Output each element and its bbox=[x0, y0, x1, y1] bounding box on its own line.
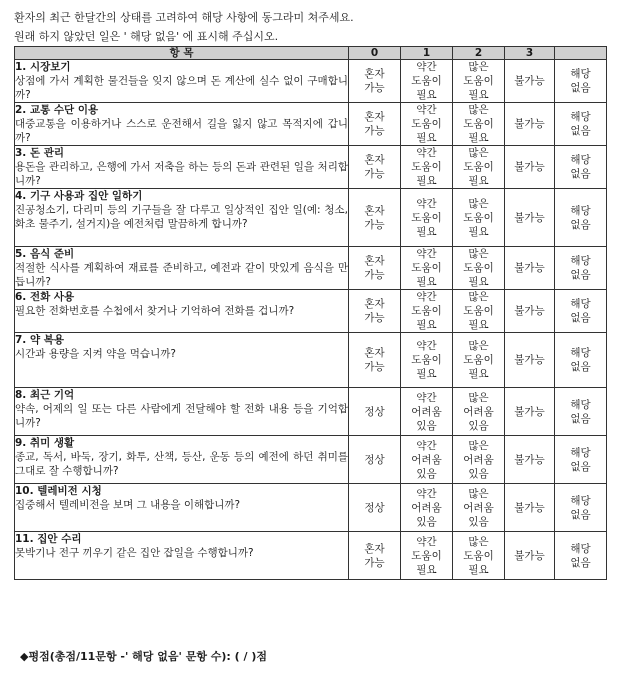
option-score-1[interactable] bbox=[401, 333, 453, 388]
option-not-applicable[interactable] bbox=[555, 103, 607, 146]
option-score-1[interactable] bbox=[401, 60, 453, 103]
item-cell bbox=[15, 333, 349, 388]
table-row bbox=[15, 247, 607, 290]
option-label: 많은 도움이 필요 bbox=[463, 340, 494, 380]
option-label: 해당 없음 bbox=[570, 446, 591, 473]
option-label: 불가능 bbox=[514, 453, 545, 466]
option-label: 불가능 bbox=[514, 75, 545, 87]
option-score-2[interactable] bbox=[453, 247, 505, 290]
option-label: 해당 없음 bbox=[570, 111, 591, 137]
option-label: 해당 없음 bbox=[570, 204, 591, 231]
option-label: 약간 도움이 필요 bbox=[411, 340, 442, 380]
option-score-0[interactable] bbox=[349, 532, 401, 580]
option-score-0[interactable] bbox=[349, 146, 401, 189]
option-label: 약간 도움이 필요 bbox=[411, 147, 442, 187]
option-label: 불가능 bbox=[514, 305, 545, 317]
item-description: 약속, 어제의 일 또는 다른 사람에게 전달해야 할 전화 내용 등을 기억합니까? bbox=[15, 403, 348, 429]
option-label: 약간 어려움 있음 bbox=[411, 487, 442, 528]
item-cell bbox=[15, 484, 349, 532]
option-label: 혼자 가능 bbox=[364, 68, 385, 94]
item-title: 4. 기구 사용과 집안 일하기 bbox=[15, 190, 143, 202]
option-score-1[interactable] bbox=[401, 103, 453, 146]
option-score-1[interactable] bbox=[401, 436, 453, 484]
table-row bbox=[15, 484, 607, 532]
option-score-2[interactable] bbox=[453, 436, 505, 484]
option-score-3[interactable] bbox=[505, 189, 555, 247]
option-score-3[interactable] bbox=[505, 290, 555, 333]
option-label: 해당 없음 bbox=[570, 347, 591, 373]
option-score-1[interactable] bbox=[401, 484, 453, 532]
table-row bbox=[15, 333, 607, 388]
option-score-3[interactable] bbox=[505, 532, 555, 580]
item-title: 7. 약 복용 bbox=[15, 334, 65, 346]
item-cell bbox=[15, 146, 349, 189]
instruction-line-2: 원래 하지 않았던 일은 ' 해당 없음' 에 표시해 주십시오. bbox=[14, 30, 279, 43]
option-not-applicable[interactable] bbox=[555, 484, 607, 532]
option-label: 혼자 가능 bbox=[364, 255, 385, 281]
option-label: 많은 도움이 필요 bbox=[463, 248, 494, 288]
assessment-table bbox=[14, 46, 607, 580]
option-score-3[interactable] bbox=[505, 60, 555, 103]
item-description: 시간과 용량을 지켜 약을 먹습니까? bbox=[15, 348, 176, 360]
item-description: 집중해서 텔레비전을 보며 그 내용을 이해합니까? bbox=[15, 499, 241, 511]
option-score-0[interactable] bbox=[349, 484, 401, 532]
option-score-1[interactable] bbox=[401, 189, 453, 247]
option-not-applicable[interactable] bbox=[555, 146, 607, 189]
item-cell bbox=[15, 103, 349, 146]
option-label: 불가능 bbox=[514, 118, 545, 130]
item-title: 3. 돈 관리 bbox=[15, 147, 65, 159]
item-description: 적절한 식사를 계획하여 재료를 준비하고, 예전과 같이 맛있게 음식을 만듭니까? bbox=[15, 262, 348, 288]
option-label: 많은 도움이 필요 bbox=[463, 535, 494, 576]
option-label: 많은 도움이 필요 bbox=[463, 61, 494, 101]
option-score-2[interactable] bbox=[453, 484, 505, 532]
table-row bbox=[15, 189, 607, 247]
option-not-applicable[interactable] bbox=[555, 290, 607, 333]
option-score-2[interactable] bbox=[453, 60, 505, 103]
option-label: 약간 도움이 필요 bbox=[411, 104, 442, 144]
item-description: 상점에 가서 계획한 물건들을 잊지 않으며 돈 계산에 실수 없이 구매합니까? bbox=[15, 75, 348, 101]
option-score-2[interactable] bbox=[453, 189, 505, 247]
option-label: 혼자 가능 bbox=[364, 154, 385, 180]
option-label: 약간 도움이 필요 bbox=[411, 291, 442, 331]
option-label: 정상 bbox=[364, 501, 385, 514]
table-row bbox=[15, 532, 607, 580]
item-cell bbox=[15, 60, 349, 103]
item-title: 10. 텔레비전 시청 bbox=[15, 485, 102, 497]
option-score-0[interactable] bbox=[349, 189, 401, 247]
option-not-applicable[interactable] bbox=[555, 189, 607, 247]
option-label: 불가능 bbox=[514, 161, 545, 173]
item-cell bbox=[15, 532, 349, 580]
option-label: 약간 어려움 있음 bbox=[411, 439, 442, 480]
option-score-3[interactable] bbox=[505, 388, 555, 436]
option-score-1[interactable] bbox=[401, 247, 453, 290]
option-score-2[interactable] bbox=[453, 532, 505, 580]
option-label: 혼자 가능 bbox=[364, 111, 385, 137]
option-label: 약간 도움이 필요 bbox=[411, 197, 442, 238]
option-score-1[interactable] bbox=[401, 532, 453, 580]
option-score-3[interactable] bbox=[505, 484, 555, 532]
item-title: 8. 최근 기억 bbox=[15, 389, 75, 401]
header-score-2: 2 bbox=[453, 47, 505, 60]
header-item: 항 목 bbox=[15, 47, 349, 60]
item-description: 필요한 전화번호를 수첩에서 찾거나 기억하여 전화를 겁니까? bbox=[15, 305, 295, 317]
option-score-0[interactable] bbox=[349, 103, 401, 146]
option-label: 해당 없음 bbox=[570, 398, 591, 425]
header-not-applicable bbox=[555, 47, 607, 60]
score-formula: ◆평점(총점/11문항 -' 해당 없음' 문항 수): ( / )점 bbox=[20, 650, 268, 663]
option-label: 많은 도움이 필요 bbox=[463, 104, 494, 144]
option-label: 해당 없음 bbox=[570, 494, 591, 521]
option-score-1[interactable] bbox=[401, 290, 453, 333]
item-description: 종교, 독서, 바둑, 장기, 화투, 산책, 등산, 운동 등의 예전에 하던 취미를 그대로 잘 수행합니까? bbox=[15, 451, 348, 477]
option-label: 정상 bbox=[364, 453, 385, 466]
table-row bbox=[15, 388, 607, 436]
option-score-3[interactable] bbox=[505, 436, 555, 484]
option-score-0[interactable] bbox=[349, 388, 401, 436]
option-score-2[interactable] bbox=[453, 146, 505, 189]
item-description: 용돈을 관리하고, 은행에 가서 저축을 하는 등의 돈과 관련된 일을 처리합니까? bbox=[15, 161, 348, 187]
item-description: 못박기나 전구 끼우기 같은 집안 잡일을 수행합니까? bbox=[15, 547, 254, 559]
option-not-applicable[interactable] bbox=[555, 532, 607, 580]
option-label: 많은 도움이 필요 bbox=[463, 147, 494, 187]
option-label: 혼자 가능 bbox=[364, 542, 385, 569]
option-score-0[interactable] bbox=[349, 290, 401, 333]
table-row bbox=[15, 146, 607, 189]
item-title: 5. 음식 준비 bbox=[15, 248, 75, 260]
option-label: 약간 어려움 있음 bbox=[411, 391, 442, 432]
item-description: 대중교통을 이용하거나 스스로 운전해서 길을 잃지 않고 목적지에 갑니까? bbox=[15, 118, 348, 144]
table-header-row bbox=[15, 47, 607, 60]
option-score-0[interactable] bbox=[349, 436, 401, 484]
table-row bbox=[15, 290, 607, 333]
item-title: 11. 집안 수리 bbox=[15, 533, 82, 545]
option-label: 많은 어려움 있음 bbox=[463, 487, 494, 528]
option-label: 혼자 가능 bbox=[364, 204, 385, 231]
option-score-2[interactable] bbox=[453, 333, 505, 388]
option-score-2[interactable] bbox=[453, 103, 505, 146]
header-score-3: 3 bbox=[505, 47, 555, 60]
option-label: 정상 bbox=[364, 405, 385, 418]
option-label: 불가능 bbox=[514, 354, 545, 366]
table-row bbox=[15, 436, 607, 484]
option-label: 해당 없음 bbox=[570, 542, 591, 569]
option-score-0[interactable] bbox=[349, 247, 401, 290]
item-title: 2. 교통 수단 이용 bbox=[15, 104, 99, 116]
option-label: 불가능 bbox=[514, 211, 545, 224]
option-score-3[interactable] bbox=[505, 247, 555, 290]
option-label: 약간 도움이 필요 bbox=[411, 248, 442, 288]
item-title: 9. 취미 생활 bbox=[15, 437, 75, 449]
option-score-3[interactable] bbox=[505, 146, 555, 189]
item-cell bbox=[15, 436, 349, 484]
table-row bbox=[15, 60, 607, 103]
item-cell bbox=[15, 189, 349, 247]
option-label: 약간 도움이 필요 bbox=[411, 61, 442, 101]
item-cell bbox=[15, 247, 349, 290]
option-label: 해당 없음 bbox=[570, 298, 591, 324]
option-label: 많은 도움이 필요 bbox=[463, 197, 494, 238]
option-label: 약간 도움이 필요 bbox=[411, 535, 442, 576]
option-label: 혼자 가능 bbox=[364, 298, 385, 324]
option-label: 불가능 bbox=[514, 405, 545, 418]
option-score-3[interactable] bbox=[505, 333, 555, 388]
option-label: 불가능 bbox=[514, 262, 545, 274]
option-score-3[interactable] bbox=[505, 103, 555, 146]
option-label: 불가능 bbox=[514, 549, 545, 562]
item-cell bbox=[15, 290, 349, 333]
header-score-0: 0 bbox=[349, 47, 401, 60]
instructions bbox=[14, 8, 354, 46]
option-not-applicable[interactable] bbox=[555, 388, 607, 436]
item-description: 진공청소기, 다리미 등의 기구들을 잘 다루고 일상적인 집안 일(예: 청소, 화초 물주기, 설거지)을 예전처럼 말끔하게 합니까? bbox=[15, 204, 348, 230]
option-score-1[interactable] bbox=[401, 146, 453, 189]
option-not-applicable[interactable] bbox=[555, 60, 607, 103]
option-label: 해당 없음 bbox=[570, 154, 591, 180]
option-label: 불가능 bbox=[514, 501, 545, 514]
option-score-0[interactable] bbox=[349, 60, 401, 103]
option-score-2[interactable] bbox=[453, 290, 505, 333]
header-score-1: 1 bbox=[401, 47, 453, 60]
item-title: 1. 시장보기 bbox=[15, 61, 71, 73]
item-title: 6. 전화 사용 bbox=[15, 291, 75, 303]
option-label: 많은 어려움 있음 bbox=[463, 439, 494, 480]
option-label: 많은 어려움 있음 bbox=[463, 391, 494, 432]
option-label: 해당 없음 bbox=[570, 68, 591, 94]
option-score-0[interactable] bbox=[349, 333, 401, 388]
option-label: 많은 도움이 필요 bbox=[463, 291, 494, 331]
option-label: 해당 없음 bbox=[570, 255, 591, 281]
table-row bbox=[15, 103, 607, 146]
option-score-2[interactable] bbox=[453, 388, 505, 436]
option-not-applicable[interactable] bbox=[555, 247, 607, 290]
option-not-applicable[interactable] bbox=[555, 333, 607, 388]
option-not-applicable[interactable] bbox=[555, 436, 607, 484]
instruction-line-1: 환자의 최근 한달간의 상태를 고려하여 해당 사항에 동그라미 쳐주세요. bbox=[14, 11, 354, 24]
option-label: 혼자 가능 bbox=[364, 347, 385, 373]
option-score-1[interactable] bbox=[401, 388, 453, 436]
item-cell bbox=[15, 388, 349, 436]
